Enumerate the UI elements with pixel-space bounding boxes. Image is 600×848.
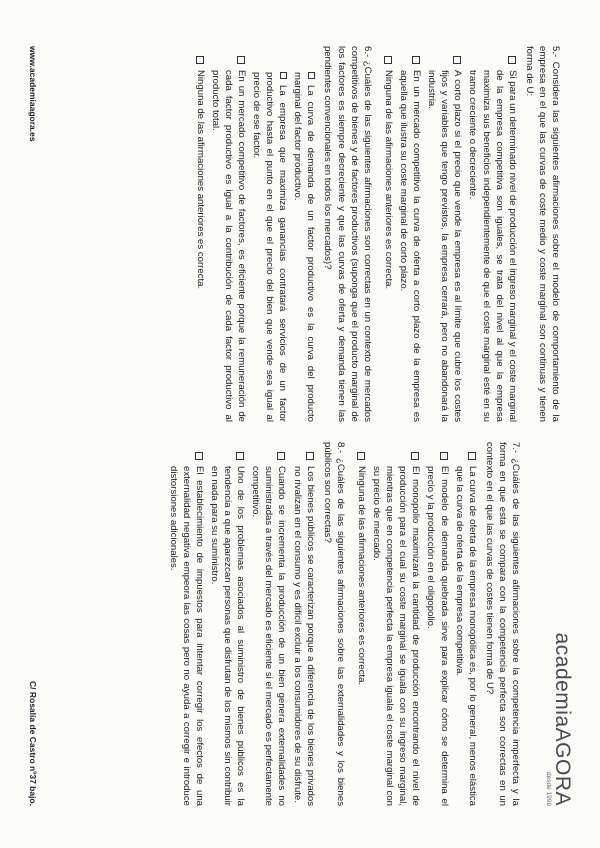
question-6-option-d[interactable]: Ninguna de las afirmaciones anteriores es correcta.: [194, 56, 207, 422]
footer-website: www.academiaagora.es: [28, 46, 38, 142]
question-5-option-c[interactable]: En un mercado competitivo la curva de oferta a corto plazo de la empresa es aquella que ilustra su coste marginal de corto plazo.: [397, 56, 423, 422]
question-5-text: 5.- Considera las siguientes afirmaciones sobre el modelo de comportamiento de la empresa en el que las curvas de coste medio y coste marginal son continuas y tienen forma de U:: [523, 46, 561, 422]
question-6-sub-2: La empresa que maximiza ganancias contratará servicios de un factor productivo hasta el punto en el que el precio del bien que vende sea igual al precio de ese factor.: [251, 72, 289, 422]
checkbox-icon[interactable]: [412, 56, 420, 64]
checkbox-icon[interactable]: [384, 56, 392, 64]
logo-name: academiaAGORA: [551, 632, 574, 806]
checkbox-icon[interactable]: [237, 56, 245, 64]
question-8-option-a[interactable]: Los bienes públicos se caracterizan porque a diferencia de los bienes privados no rivalizan en el consumo y es difícil excluir a los consumidores de su disfrute.: [291, 452, 317, 806]
checkbox-icon[interactable]: [195, 452, 203, 460]
checkbox-icon[interactable]: [236, 452, 244, 460]
question-6-text: 6.- ¿Cuáles de las siguientes afirmaciones son correctas en un contexto de mercados competitivos de bienes y de factores productivos (suponga que el producto marginal de los factores es siempre decreciente y que las curvas de oferta y demanda tienen las pendientes convencionales en todos los mercados)?: [322, 46, 373, 422]
rotated-page-content: [20, 24, 580, 824]
logo-tagline: desde 1999: [545, 772, 552, 806]
question-5-option-b[interactable]: A corto plazo si el precio que vende la empresa es al límite que cubre los costes fijos y variables que tengo previstos, la empresa cerrará, pero no abandonará la industria.: [425, 56, 464, 422]
question-8-text: 8.- ¿Cuáles de las siguientes afirmaciones sobre las externalidades y los bienes públicos son correctas?: [321, 442, 346, 806]
right-column: [165, 442, 522, 806]
academia-agora-logo: [545, 633, 574, 806]
question-7-option-b[interactable]: El modelo de demanda quebrada sirve para explicar cómo se determina el precio y la producción en el oligopolio.: [424, 452, 450, 806]
question-6-option-c[interactable]: En un mercado competitivo de factores, es eficiente porque la remuneración de cada factor productivo es igual a la contribución de cada factor productivo al producto total.: [209, 56, 248, 422]
checkbox-icon[interactable]: [411, 452, 419, 460]
checkbox-icon[interactable]: [196, 56, 204, 64]
checkbox-icon[interactable]: [306, 452, 314, 460]
checkbox-icon[interactable]: [508, 56, 516, 64]
checkbox-icon[interactable]: [440, 452, 448, 460]
checkbox-icon[interactable]: [357, 452, 365, 460]
left-column: [192, 46, 562, 422]
question-5-option-a[interactable]: Si para un determinado nivel de producción el ingreso marginal y el coste marginal de la empresa competitiva son iguales, se trata del nivel al que la empresa maximiza sus beneficios independientemente de que el coste marginal esté en su tramo creciente o decreciente.: [466, 56, 518, 422]
question-7-option-d[interactable]: Ninguna de las afirmaciones anteriores es correcta.: [355, 452, 368, 806]
question-8-option-c[interactable]: Uno de los problemas asociados al suministro de bienes públicos es la tendencia a que aparezcan personas que disfrutan de los mismos sin contribuir en nada para su suministro.: [208, 452, 247, 806]
footer-address: C/ Rosalía de Castro nº37 bajo.: [28, 681, 38, 806]
question-8-option-b[interactable]: Cuando se incrementa la producción de un bien genera externalidades no suministradas a través del mercado es eficiente si el mercado es perfectamente competitivo.: [249, 452, 288, 806]
question-8-option-d[interactable]: El establecimiento de impuestos para intentar corregir los efectos de una externalidad negativa empeora las cosas pero no ayuda a corregir e introduce distorsiones adicionales.: [167, 452, 206, 806]
checkbox-icon[interactable]: [453, 56, 461, 64]
question-5-option-d[interactable]: Ninguna de las afirmaciones anteriores es correcta.: [382, 56, 395, 422]
question-7-option-a[interactable]: La curva de oferta de la empresa monopólica es, por lo general, menos elástica que la curva de oferta de la empresa competitiva.: [453, 452, 479, 806]
checkbox-icon[interactable]: [278, 452, 286, 460]
question-7-text: 7.- ¿Cuáles de las siguientes afirmaciones sobre la competencia imperfecta y la forma en que esta se compara con la competencia perfecta son correctas en un contexto en el que las curvas de costes tienen forma de U?: [483, 442, 521, 806]
question-6-sub-1: La curva de demanda de un factor productivo es la curva del producto marginal del factor productivo.: [292, 72, 317, 422]
checkbox-icon[interactable]: [468, 452, 476, 460]
question-7-option-c[interactable]: El monopolio maximizará la cantidad de producción encontrando el nivel de producción para el cual su coste marginal se iguala con su ingreso marginal, mientras que en competencia perfecta la empresa iguala el coste marginal con su precio de mercado.: [370, 452, 422, 806]
